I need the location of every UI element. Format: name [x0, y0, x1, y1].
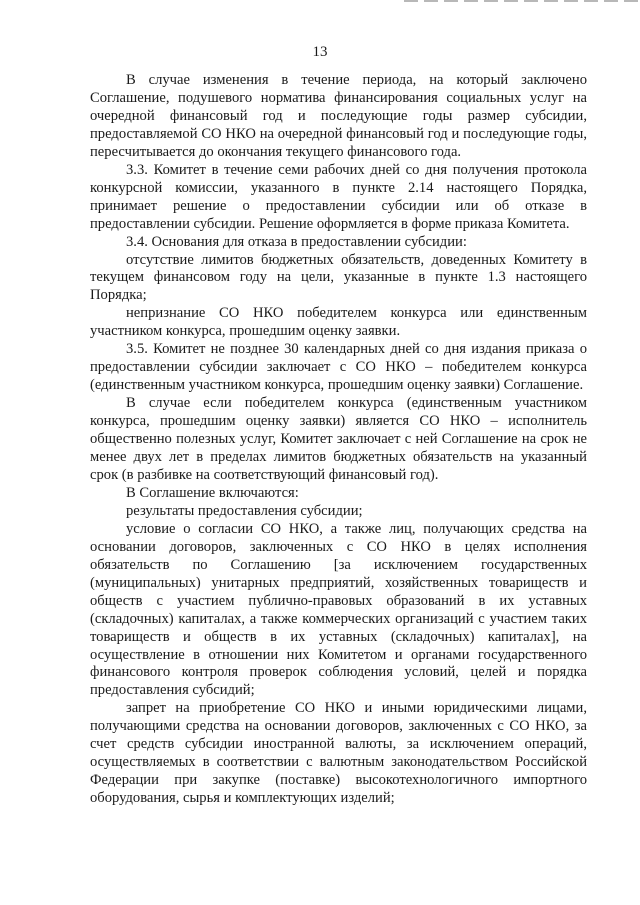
paragraph-subsidy-recalculation: В случае изменения в течение периода, на который заключено Соглашение, подушевого норматива финансирования социальных услуг на очередной финансовый год и последующие годы размер субсидии, предоставляемой СО НКО на очередной финансовый год и последующие годы, пересчитывается до окончания текущего финансового года.	[90, 72, 587, 160]
paragraph-no-budget-limits: отсутствие лимитов бюджетных обязательств, доведенных Комитету в текущем финансовом году на цели, указанные в пункте 1.3 настоящего Порядка;	[90, 251, 587, 304]
paragraph-foreign-currency-ban: запрет на приобретение СО НКО и иными юридическими лицами, получающими средства на основании договоров, заключенных с СО НКО, за счет средств субсидии иностранной валюты, за исключением операций, осуществляемых в соответствии с валютным законодательством Российской Федерации при закупке (поставке) высокотехнологичного импортного оборудования, сырья и комплектующих изделий;	[90, 700, 587, 807]
paragraph-3-4-refusal-grounds: 3.4. Основания для отказа в предоставлении субсидии:	[126, 233, 467, 250]
document-body	[90, 72, 587, 808]
paragraph-consent-to-inspections: условие о согласии СО НКО, а также лиц, получающих средства на основании договоров, заключенных с СО НКО в целях исполнения обязательств по Соглашению [за исключением государственных (муниципальных) унитарных предприятий, хозяйственных товариществ и обществ с участием публично-правовых образований в их уставных (складочных) капиталах, а также коммерческих организаций с участием таких товариществ и обществ в их уставных (складочных) капиталах], на осуществление в отношении них Комитетом и органами государственного финансового контроля проверок соблюдения условий, целей и порядка предоставления субсидий;	[90, 520, 587, 699]
paragraph-two-year-agreement: В случае если победителем конкурса (единственным участником конкурса, прошедшим оценку заявки) является СО НКО – исполнитель общественно полезных услуг, Комитет заключает с ней Соглашение на срок не менее двух лет в пределах лимитов бюджетных обязательств на указанный срок (в разбивке на соответствующий финансовый год).	[90, 395, 587, 483]
paragraph-3-5-agreement: 3.5. Комитет не позднее 30 календарных дней со дня издания приказа о предоставлении субсидии заключает с СО НКО – победителем конкурса (единственным участником конкурса, прошедшим оценку заявки) Соглашение.	[90, 341, 587, 394]
page-number: 13	[312, 44, 328, 60]
paragraph-agreement-includes: В Соглашение включаются:	[126, 484, 299, 501]
paragraph-not-winner: непризнание СО НКО победителем конкурса или единственным участником конкурса, прошедшим оценку заявки.	[90, 305, 587, 340]
paragraph-3-3-committee-decision: 3.3. Комитет в течение семи рабочих дней со дня получения протокола конкурсной комиссии, указанного в пункте 2.14 настоящего Порядка, принимает решение о предоставлении субсидии или об отказе в предоставлении субсидии. Решение оформляется в форме приказа Комитета.	[90, 161, 587, 232]
paragraph-subsidy-results: результаты предоставления субсидии;	[126, 502, 363, 519]
scan-edge-mark	[404, 0, 640, 2]
